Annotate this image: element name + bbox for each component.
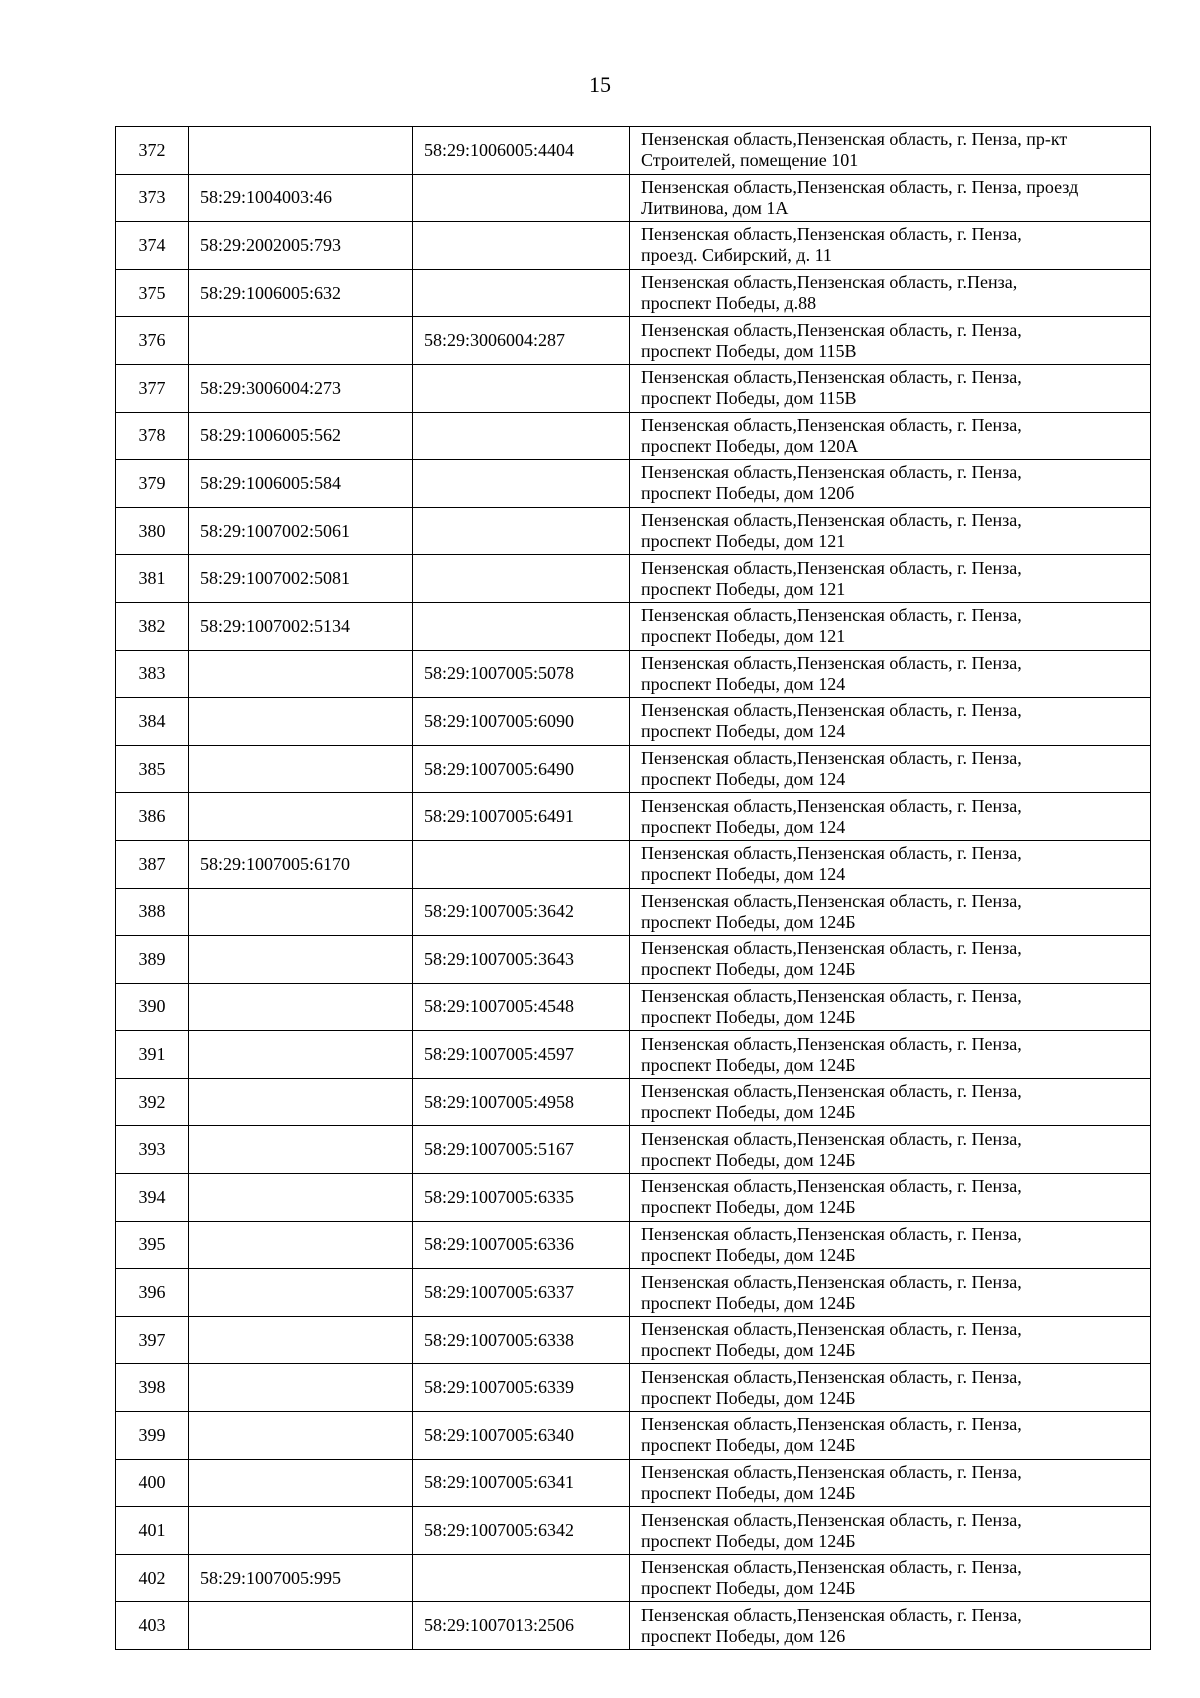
address-line-1: Пензенская область,Пензенская область, г. Пенза, — [641, 1271, 1022, 1292]
land-cadastral-number-cell: 58:29:1007002:5134 — [189, 602, 413, 650]
address-cell — [630, 745, 1151, 793]
address-cell — [630, 222, 1151, 270]
address-cell — [630, 1554, 1151, 1602]
address-line-1: Пензенская область,Пензенская область, г. Пенза, — [641, 367, 1022, 388]
table-row — [116, 1174, 1151, 1222]
address-line-2: проспект Победы, дом 124Б — [641, 1387, 856, 1408]
premises-cadastral-number-cell — [413, 507, 630, 555]
address-line-1: Пензенская область,Пензенская область, г. Пенза, — [641, 1509, 1022, 1530]
table-row — [116, 1078, 1151, 1126]
address-cell — [630, 1507, 1151, 1555]
address-line-2: проспект Победы, дом 120А — [641, 435, 859, 456]
address-cell — [630, 1364, 1151, 1412]
row-number-cell: 381 — [116, 555, 189, 603]
premises-cadastral-number-cell: 58:29:1007005:6337 — [413, 1269, 630, 1317]
row-number-cell: 399 — [116, 1412, 189, 1460]
address-line-1: Пензенская область,Пензенская область, г. Пенза, — [641, 843, 1022, 864]
premises-cadastral-number-cell — [413, 174, 630, 222]
land-cadastral-number-cell — [189, 127, 413, 175]
row-number-cell: 391 — [116, 1031, 189, 1079]
premises-cadastral-number-cell: 58:29:1007005:6336 — [413, 1221, 630, 1269]
address-line-2: проспект Победы, дом 120б — [641, 483, 855, 504]
address-line-2: проспект Победы, дом 124Б — [641, 911, 856, 932]
row-number-cell: 389 — [116, 936, 189, 984]
address-line-2: проспект Победы, дом 121 — [641, 531, 846, 552]
row-number-cell: 398 — [116, 1364, 189, 1412]
address-cell — [630, 412, 1151, 460]
premises-cadastral-number-cell — [413, 269, 630, 317]
address-line-2: проспект Победы, дом 124Б — [641, 1197, 856, 1218]
address-cell — [630, 983, 1151, 1031]
land-cadastral-number-cell: 58:29:1007005:995 — [189, 1554, 413, 1602]
address-line-1: Пензенская область,Пензенская область, г. Пенза, — [641, 1176, 1022, 1197]
row-number-cell: 372 — [116, 127, 189, 175]
premises-cadastral-number-cell: 58:29:1007005:6491 — [413, 793, 630, 841]
table-row — [116, 840, 1151, 888]
row-number-cell: 382 — [116, 602, 189, 650]
premises-cadastral-number-cell — [413, 602, 630, 650]
address-line-1: Пензенская область,Пензенская область, г. Пенза, — [641, 1414, 1022, 1435]
address-cell — [630, 460, 1151, 508]
property-table — [115, 126, 1151, 1650]
land-cadastral-number-cell — [189, 983, 413, 1031]
address-cell — [630, 888, 1151, 936]
address-cell — [630, 555, 1151, 603]
land-cadastral-number-cell — [189, 936, 413, 984]
address-line-1: Пензенская область,Пензенская область, г. Пенза, — [641, 1604, 1022, 1625]
address-line-1: Пензенская область,Пензенская область, г. Пенза, — [641, 414, 1022, 435]
table-row — [116, 555, 1151, 603]
address-line-2: проспект Победы, дом 124Б — [641, 1102, 856, 1123]
address-line-2: Строителей, помещение 101 — [641, 150, 859, 171]
address-cell — [630, 1269, 1151, 1317]
land-cadastral-number-cell: 58:29:1007005:6170 — [189, 840, 413, 888]
premises-cadastral-number-cell — [413, 1554, 630, 1602]
table-row — [116, 1126, 1151, 1174]
row-number-cell: 392 — [116, 1078, 189, 1126]
premises-cadastral-number-cell: 58:29:1007005:6490 — [413, 745, 630, 793]
row-number-cell: 393 — [116, 1126, 189, 1174]
land-cadastral-number-cell — [189, 698, 413, 746]
row-number-cell: 396 — [116, 1269, 189, 1317]
land-cadastral-number-cell — [189, 1126, 413, 1174]
address-line-2: проспект Победы, дом 124Б — [641, 1006, 856, 1027]
address-cell — [630, 1078, 1151, 1126]
address-cell — [630, 1126, 1151, 1174]
table-row — [116, 698, 1151, 746]
table-row — [116, 602, 1151, 650]
premises-cadastral-number-cell: 58:29:1007005:3643 — [413, 936, 630, 984]
land-cadastral-number-cell — [189, 1459, 413, 1507]
address-line-2: проспект Победы, дом 124Б — [641, 1435, 856, 1456]
row-number-cell: 387 — [116, 840, 189, 888]
premises-cadastral-number-cell: 58:29:1007005:4548 — [413, 983, 630, 1031]
row-number-cell: 388 — [116, 888, 189, 936]
address-line-1: Пензенская область,Пензенская область, г. Пенза, — [641, 510, 1022, 531]
premises-cadastral-number-cell: 58:29:1007005:6339 — [413, 1364, 630, 1412]
table-row — [116, 1602, 1151, 1650]
address-line-1: Пензенская область,Пензенская область, г. Пенза, — [641, 985, 1022, 1006]
address-line-1: Пензенская область,Пензенская область, г. Пенза, — [641, 652, 1022, 673]
row-number-cell: 383 — [116, 650, 189, 698]
address-line-1: Пензенская область,Пензенская область, г. Пенза, — [641, 890, 1022, 911]
row-number-cell: 385 — [116, 745, 189, 793]
land-cadastral-number-cell: 58:29:1006005:562 — [189, 412, 413, 460]
address-line-2: проспект Победы, дом 121 — [641, 578, 846, 599]
address-line-1: Пензенская область,Пензенская область, г. Пенза, — [641, 1128, 1022, 1149]
address-line-2: проспект Победы, дом 124 — [641, 673, 846, 694]
address-line-1: Пензенская область,Пензенская область, г. Пенза, — [641, 1557, 1022, 1578]
row-number-cell: 375 — [116, 269, 189, 317]
row-number-cell: 403 — [116, 1602, 189, 1650]
land-cadastral-number-cell — [189, 1174, 413, 1222]
row-number-cell: 401 — [116, 1507, 189, 1555]
address-line-1: Пензенская область,Пензенская область, г. Пенза, пр-кт — [641, 129, 1068, 150]
premises-cadastral-number-cell: 58:29:1007005:4958 — [413, 1078, 630, 1126]
row-number-cell: 402 — [116, 1554, 189, 1602]
table-row — [116, 222, 1151, 270]
row-number-cell: 378 — [116, 412, 189, 460]
address-line-2: проезд. Сибирский, д. 11 — [641, 245, 832, 266]
address-cell — [630, 1316, 1151, 1364]
land-cadastral-number-cell: 58:29:1004003:46 — [189, 174, 413, 222]
table-row — [116, 317, 1151, 365]
row-number-cell: 376 — [116, 317, 189, 365]
premises-cadastral-number-cell — [413, 222, 630, 270]
address-cell — [630, 840, 1151, 888]
land-cadastral-number-cell — [189, 1031, 413, 1079]
table-row — [116, 983, 1151, 1031]
premises-cadastral-number-cell: 58:29:1007005:6338 — [413, 1316, 630, 1364]
address-line-2: проспект Победы, дом 124 — [641, 864, 846, 885]
land-cadastral-number-cell — [189, 1602, 413, 1650]
address-cell — [630, 1031, 1151, 1079]
land-cadastral-number-cell — [189, 793, 413, 841]
address-line-2: проспект Победы, дом 124Б — [641, 1482, 856, 1503]
premises-cadastral-number-cell: 58:29:1007005:6342 — [413, 1507, 630, 1555]
address-cell — [630, 1412, 1151, 1460]
address-line-2: проспект Победы, дом 124Б — [641, 1292, 856, 1313]
row-number-cell: 386 — [116, 793, 189, 841]
table-row — [116, 888, 1151, 936]
table-row — [116, 936, 1151, 984]
land-cadastral-number-cell: 58:29:1007002:5081 — [189, 555, 413, 603]
premises-cadastral-number-cell: 58:29:1007005:5078 — [413, 650, 630, 698]
address-line-2: проспект Победы, дом 124Б — [641, 1244, 856, 1265]
premises-cadastral-number-cell: 58:29:3006004:287 — [413, 317, 630, 365]
row-number-cell: 400 — [116, 1459, 189, 1507]
table-row — [116, 1459, 1151, 1507]
table-row — [116, 507, 1151, 555]
row-number-cell: 380 — [116, 507, 189, 555]
land-cadastral-number-cell — [189, 1269, 413, 1317]
premises-cadastral-number-cell — [413, 555, 630, 603]
table-row — [116, 127, 1151, 175]
address-line-2: проспект Победы, дом 124 — [641, 769, 846, 790]
premises-cadastral-number-cell — [413, 364, 630, 412]
address-line-2: проспект Победы, дом 115В — [641, 340, 857, 361]
address-line-1: Пензенская область,Пензенская область, г. Пенза, — [641, 557, 1022, 578]
premises-cadastral-number-cell — [413, 840, 630, 888]
address-cell — [630, 793, 1151, 841]
address-cell — [630, 317, 1151, 365]
land-cadastral-number-cell — [189, 888, 413, 936]
address-line-1: Пензенская область,Пензенская область, г. Пенза, — [641, 1033, 1022, 1054]
address-line-1: Пензенская область,Пензенская область, г. Пенза, — [641, 795, 1022, 816]
table-row — [116, 745, 1151, 793]
premises-cadastral-number-cell: 58:29:1007005:5167 — [413, 1126, 630, 1174]
table-row — [116, 174, 1151, 222]
row-number-cell: 373 — [116, 174, 189, 222]
address-line-1: Пензенская область,Пензенская область, г. Пенза, — [641, 700, 1022, 721]
address-line-1: Пензенская область,Пензенская область, г. Пенза, — [641, 1223, 1022, 1244]
row-number-cell: 390 — [116, 983, 189, 1031]
land-cadastral-number-cell: 58:29:1006005:632 — [189, 269, 413, 317]
table-row — [116, 1031, 1151, 1079]
table-row — [116, 1221, 1151, 1269]
address-line-2: проспект Победы, дом 124 — [641, 816, 846, 837]
address-cell — [630, 507, 1151, 555]
address-line-1: Пензенская область,Пензенская область, г. Пенза, — [641, 938, 1022, 959]
address-line-2: проспект Победы, дом 124 — [641, 721, 846, 742]
address-line-1: Пензенская область,Пензенская область, г. Пенза, — [641, 462, 1022, 483]
table-row — [116, 1269, 1151, 1317]
address-line-2: проспект Победы, дом 124Б — [641, 1340, 856, 1361]
table-row — [116, 1507, 1151, 1555]
land-cadastral-number-cell — [189, 1078, 413, 1126]
land-cadastral-number-cell — [189, 1316, 413, 1364]
premises-cadastral-number-cell: 58:29:1007005:6341 — [413, 1459, 630, 1507]
address-cell — [630, 602, 1151, 650]
address-cell — [630, 127, 1151, 175]
address-line-2: проспект Победы, д.88 — [641, 293, 817, 314]
address-cell — [630, 698, 1151, 746]
land-cadastral-number-cell — [189, 1221, 413, 1269]
table-row — [116, 650, 1151, 698]
land-cadastral-number-cell: 58:29:1006005:584 — [189, 460, 413, 508]
address-line-2: проспект Победы, дом 115В — [641, 388, 857, 409]
land-cadastral-number-cell — [189, 1364, 413, 1412]
premises-cadastral-number-cell: 58:29:1007005:6340 — [413, 1412, 630, 1460]
address-cell — [630, 1174, 1151, 1222]
table-row — [116, 364, 1151, 412]
address-line-2: проспект Победы, дом 124Б — [641, 1578, 856, 1599]
premises-cadastral-number-cell: 58:29:1007005:3642 — [413, 888, 630, 936]
address-line-1: Пензенская область,Пензенская область, г. Пенза, — [641, 1319, 1022, 1340]
address-cell — [630, 1221, 1151, 1269]
address-cell — [630, 269, 1151, 317]
land-cadastral-number-cell — [189, 1507, 413, 1555]
premises-cadastral-number-cell: 58:29:1007005:6090 — [413, 698, 630, 746]
land-cadastral-number-cell: 58:29:3006004:273 — [189, 364, 413, 412]
table-row — [116, 1412, 1151, 1460]
table-row — [116, 1554, 1151, 1602]
land-cadastral-number-cell — [189, 317, 413, 365]
row-number-cell: 379 — [116, 460, 189, 508]
table-row — [116, 269, 1151, 317]
address-line-1: Пензенская область,Пензенская область, г. Пенза, — [641, 1461, 1022, 1482]
row-number-cell: 394 — [116, 1174, 189, 1222]
land-cadastral-number-cell — [189, 650, 413, 698]
address-line-2: проспект Победы, дом 121 — [641, 626, 846, 647]
address-line-1: Пензенская область,Пензенская область, г. Пенза, — [641, 1366, 1022, 1387]
address-cell — [630, 1602, 1151, 1650]
address-cell — [630, 174, 1151, 222]
row-number-cell: 384 — [116, 698, 189, 746]
land-cadastral-number-cell — [189, 1412, 413, 1460]
address-line-1: Пензенская область,Пензенская область, г. Пенза, — [641, 748, 1022, 769]
address-line-1: Пензенская область,Пензенская область, г. Пенза, — [641, 224, 1022, 245]
row-number-cell: 374 — [116, 222, 189, 270]
premises-cadastral-number-cell: 58:29:1007005:4597 — [413, 1031, 630, 1079]
address-line-2: проспект Победы, дом 126 — [641, 1625, 846, 1646]
row-number-cell: 377 — [116, 364, 189, 412]
row-number-cell: 395 — [116, 1221, 189, 1269]
premises-cadastral-number-cell — [413, 412, 630, 460]
land-cadastral-number-cell: 58:29:1007002:5061 — [189, 507, 413, 555]
row-number-cell: 397 — [116, 1316, 189, 1364]
premises-cadastral-number-cell — [413, 460, 630, 508]
table-row — [116, 1364, 1151, 1412]
table-row — [116, 1316, 1151, 1364]
address-line-2: проспект Победы, дом 124Б — [641, 1149, 856, 1170]
page-number: 15 — [589, 72, 611, 97]
address-line-1: Пензенская область,Пензенская область, г. Пенза, — [641, 605, 1022, 626]
premises-cadastral-number-cell: 58:29:1007013:2506 — [413, 1602, 630, 1650]
premises-cadastral-number-cell: 58:29:1007005:6335 — [413, 1174, 630, 1222]
address-line-1: Пензенская область,Пензенская область, г. Пенза, проезд — [641, 176, 1079, 197]
land-cadastral-number-cell: 58:29:2002005:793 — [189, 222, 413, 270]
table-row — [116, 793, 1151, 841]
property-table-body — [116, 127, 1151, 1650]
table-row — [116, 460, 1151, 508]
address-cell — [630, 650, 1151, 698]
land-cadastral-number-cell — [189, 745, 413, 793]
premises-cadastral-number-cell: 58:29:1006005:4404 — [413, 127, 630, 175]
address-line-2: проспект Победы, дом 124Б — [641, 1530, 856, 1551]
table-row — [116, 412, 1151, 460]
address-line-1: Пензенская область,Пензенская область, г. Пенза, — [641, 319, 1022, 340]
address-line-2: проспект Победы, дом 124Б — [641, 959, 856, 980]
address-line-2: Литвинова, дом 1А — [641, 197, 789, 218]
address-line-2: проспект Победы, дом 124Б — [641, 1054, 856, 1075]
address-line-1: Пензенская область,Пензенская область, г.Пенза, — [641, 272, 1018, 293]
address-cell — [630, 364, 1151, 412]
address-cell — [630, 1459, 1151, 1507]
address-cell — [630, 936, 1151, 984]
address-line-1: Пензенская область,Пензенская область, г. Пенза, — [641, 1081, 1022, 1102]
